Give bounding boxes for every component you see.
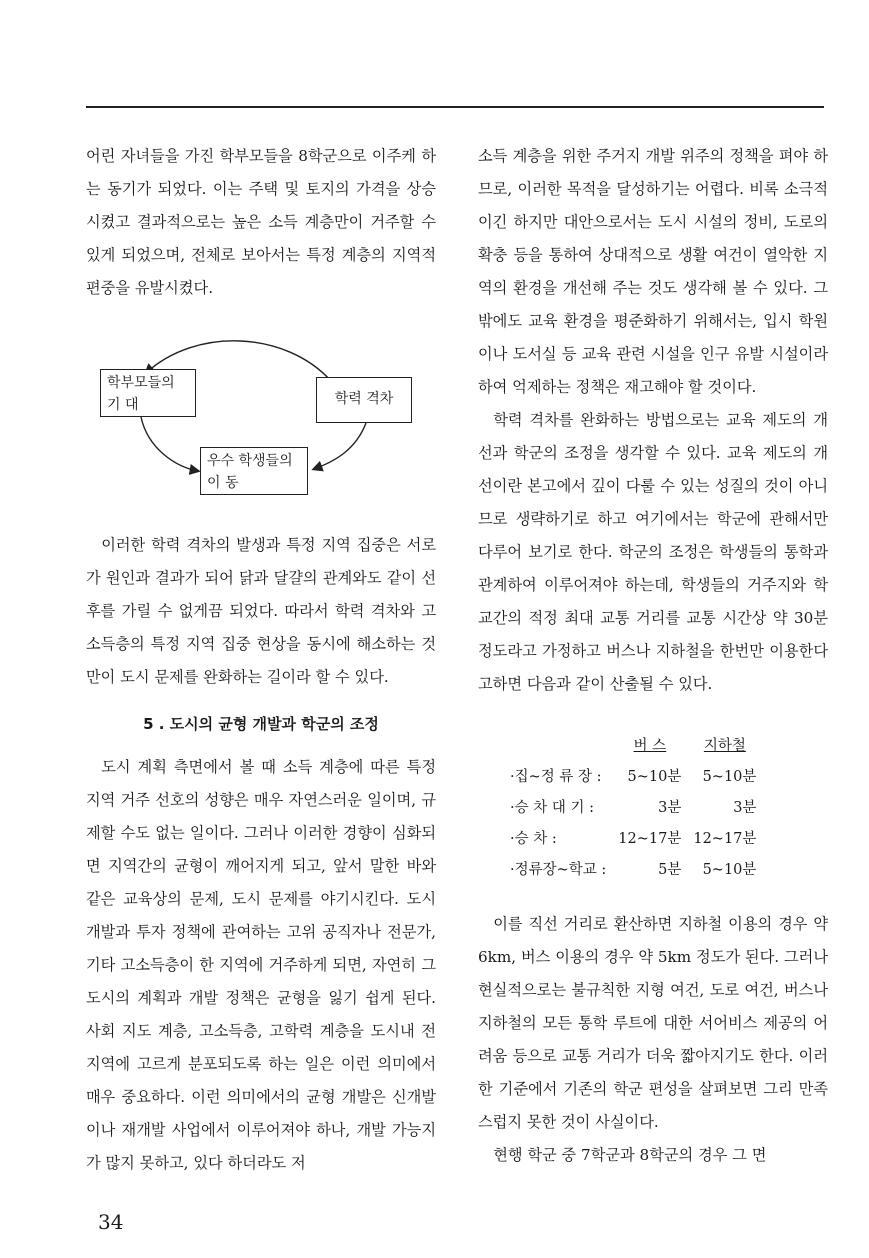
bus-value: 12~17분 xyxy=(618,831,682,847)
table-row xyxy=(504,793,762,824)
paragraph-current-districts: 현행 학군 중 7학군과 8학군의 경우 그 면 xyxy=(493,1146,767,1164)
table-row xyxy=(504,762,762,793)
box-label: 이 동 xyxy=(207,475,239,491)
page-number: 34 xyxy=(98,1210,124,1234)
paragraph-cause-effect: 이러한 학력 격차의 발생과 특정 지역 집중은 서로가 원인과 결과가 되어 닭과 달걀의 관계와도 같이 선후를 가릴 수 없게끔 되었다. 따라서 학력 격차와 고소득층의 특정 지역 집중 현상을 동시에 해소하는 것만이 도시 문제를 완화하는 길이라 할 수 있다. xyxy=(86,536,436,686)
table-row xyxy=(504,855,762,886)
student-migration-box xyxy=(200,447,308,495)
box-label: 학력 격차 xyxy=(334,391,394,407)
paragraph-distance: 이를 직선 거리로 환산하면 지하철 이용의 경우 약 6km, 버스 이용의 경우 약 5km 정도가 된다. 그러나 현실적으로는 불규칙한 지형 여건, 도로 여건, 버스나 지하철의 모든 통학 루트에 대한 서어비스 제공의 어려움 등으로 교통 거리가 더욱 짧아지기도 한다. 이러한 기준에서 기존의 학군 편성을 살펴보면 그리 만족스럽지 못한 것이 사실이다. xyxy=(478,915,828,1131)
subway-value: 3분 xyxy=(733,800,757,816)
left-column xyxy=(86,140,436,1180)
paragraph-intro: 어린 자녀들을 가진 학부모들을 8학군으로 이주케 하는 동기가 되었다. 이는 주택 및 토지의 가격을 상승시켰고 결과적으로는 높은 소득 계층만이 거주할 수 있게 되었으며, 전체로 보아서는 특정 계층의 지역적 편중을 유발시켰다. xyxy=(86,147,436,297)
box-label: 기 대 xyxy=(107,397,139,413)
paragraph-balanced-development: 도시 계획 측면에서 볼 때 소득 계층에 따른 특정 지역 거주 선호의 성향은 매우 자연스러운 일이며, 규제할 수도 없는 일이다. 그러나 이러한 경향이 심화되면 지역간의 균형이 깨어지게 되고, 앞서 말한 바와 같은 교육상의 문제, 도시 문제를 야기시킨다. 도시 개발과 투자 정책에 관여하는 고위 공직자나 전문가, 기타 고소득층이 한 지역에 거주하게 되면, 자연히 그 도시의 계획과 개발 정책은 균형을 잃기 쉽게 된다. 사회 지도 계층, 고소득층, 고학력 계층을 도시내 전지역에 고르게 분포되도록 하는 일은 이런 의미에서 매우 중요하다. 이런 의미에서의 균형 개발은 신개발이나 재개발 사업에서 이루어져야 하나, 개발 가능지가 많지 못하고, 있다 하더라도 저 xyxy=(86,758,436,1172)
column-header: 지하철 xyxy=(703,738,746,754)
row-label: ·정류장~학교 : xyxy=(510,862,607,878)
box-label: 학부모들의 xyxy=(107,375,175,391)
row-label: ·승 차 : xyxy=(510,831,557,847)
academic-gap-box xyxy=(316,377,412,423)
box-label: 우수 학생들의 xyxy=(207,453,293,469)
right-column xyxy=(478,140,828,1172)
row-label: ·집~정 류 장 : xyxy=(510,769,602,785)
paragraph-school-district: 학력 격차를 완화하는 방법으로는 교육 제도의 개선과 학군의 조정을 생각할 수 있다. 교육 제도의 개선이란 본고에서 깊이 다룰 수 있는 성질의 것이 아니므로 생략하기로 하고 여기에서는 학군에 관해서만 다루어 보기로 한다. 학군의 조정은 학생들의 통학과 관계하여 이루어져야 하는데, 학생들의 거주지와 학교간의 적정 최대 교통 거리를 교통 시간상 약 30분 정도라고 가정하고 버스나 지하철을 한번만 이용한다고하면 다음과 같이 산출될 수 있다. xyxy=(478,411,828,693)
row-label: ·승 차 대 기 : xyxy=(510,800,594,816)
bus-value: 5~10분 xyxy=(627,769,682,785)
table-header-row xyxy=(504,731,762,762)
column-header: 버 스 xyxy=(633,738,667,754)
parents-expectation-box xyxy=(100,369,196,417)
bus-value: 3분 xyxy=(658,800,682,816)
subway-value: 5~10분 xyxy=(702,769,757,785)
header-rule xyxy=(86,106,824,108)
cycle-diagram xyxy=(86,319,436,519)
bus-value: 5분 xyxy=(658,862,682,878)
subway-value: 5~10분 xyxy=(702,862,757,878)
paragraph-housing-policy: 소득 계층을 위한 주거지 개발 위주의 정책을 펴야 하므로, 이러한 목적을 달성하기는 어렵다. 비록 소극적이긴 하지만 대안으로서는 도시 시설의 정비, 도로의 확충 등을 통하여 상대적으로 생활 여건이 열악한 지역의 환경을 개선해 주는 것도 생각해 볼 수 있다. 그 밖에도 교육 환경을 평준화하기 위해서는, 입시 학원이나 도서실 등 교육 관련 시설을 인구 유발 시설이라 하여 억제하는 정책은 재고해야 할 것이다. xyxy=(478,147,828,396)
table-row xyxy=(504,824,762,855)
section-title: 5 . 도시의 균형 개발과 학군의 조정 xyxy=(143,715,379,733)
subway-value: 12~17분 xyxy=(693,831,757,847)
commute-time-table xyxy=(504,731,762,886)
